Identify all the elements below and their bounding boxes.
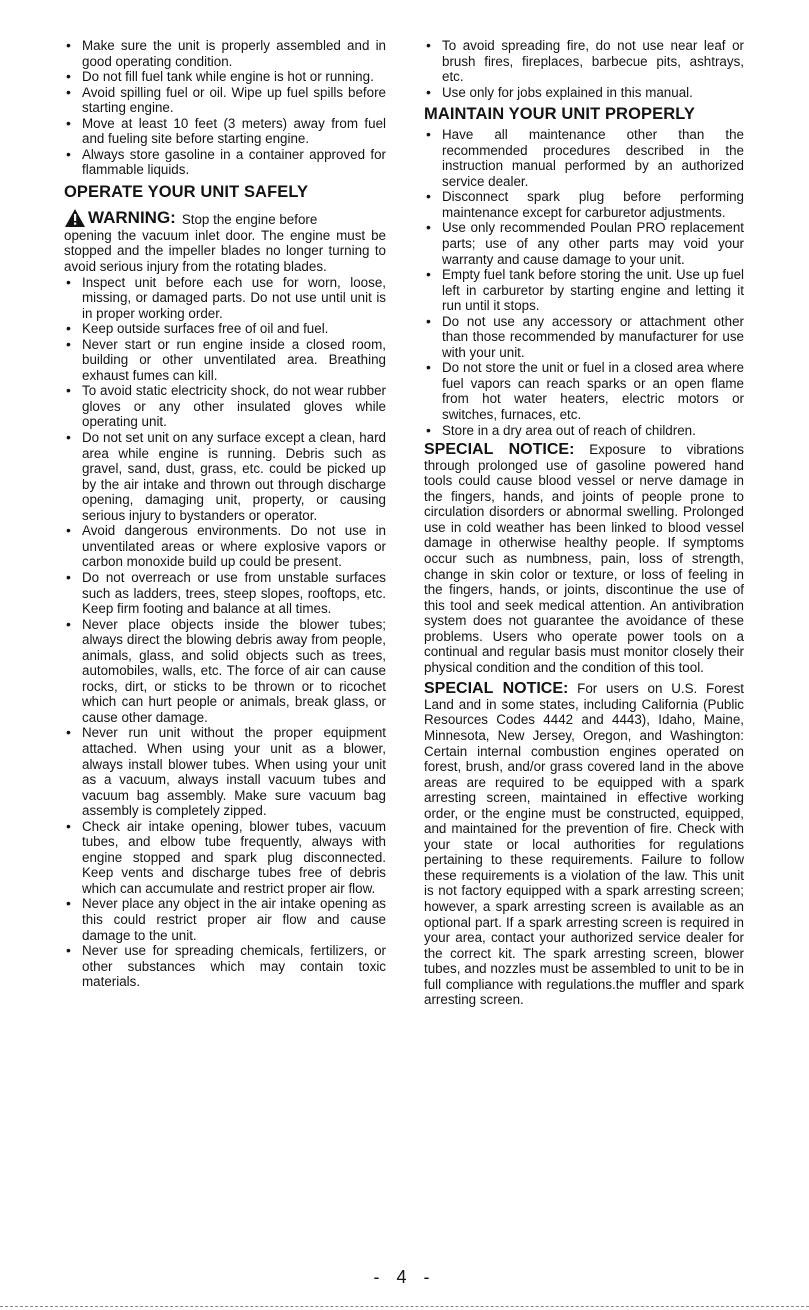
right-column bbox=[424, 38, 744, 1008]
list-item: • Have all maintenance other than the recommended procedures described in the instruction manual performed by an authorized service dealer. bbox=[424, 127, 744, 189]
list-item: • Do not set unit on any surface except a clean, hard area while engine is running. Debris such as gravel, sand, dust, grass, etc. could be picked up by the air intake and thrown out through discharge opening, damaging unit, property, or causing serious injury to bystanders or operator. bbox=[64, 430, 386, 523]
vibration-notice-text: Exposure to vibrations through prolonged use of gasoline powered hand tools could cause blood vessel or nerve damage in the fingers, hands, and joints of people prone to circulation disorders or abnormal swelling. Prolonged use in cold weather has been linked to blood vessel damage in otherwise healthy people. If symptoms occur such as numbness, pain, loss of strength, change in skin color or texture, or loss of feeling in the fingers, hands, or joints, discontinue the use of this tool and seek medical attention. An antivibration system does not guarantee the avoidance of these problems. Users who operate power tools on a continual and regular basis must monitor closely their physical condition and the condition of this tool. bbox=[424, 442, 744, 675]
maintain-unit-list bbox=[424, 127, 744, 438]
list-item: • Never run unit without the proper equipment attached. When using your unit as a blower, always install blower tubes. When using your unit as a vacuum, always install vacuum tubes and vacuum bag assembly. Make sure vacuum bag assembly is completely zipped. bbox=[64, 725, 386, 818]
list-item: • Disconnect spark plug before performing maintenance except for carburetor adjustments. bbox=[424, 189, 744, 220]
list-item: • Do not overreach or use from unstable surfaces such as ladders, trees, steep slopes, rooftops, etc. Keep firm footing and balance at all times. bbox=[64, 570, 386, 617]
list-item: • Make sure the unit is properly assembled and in good operating condition. bbox=[64, 38, 386, 69]
list-item: • Avoid dangerous environments. Do not use in unventilated areas or where explosive vapors or carbon monoxide build up could be present. bbox=[64, 523, 386, 570]
list-item: • Empty fuel tank before storing the unit. Use up fuel left in carburetor by starting engine and letting it run until it stops. bbox=[424, 267, 744, 314]
left-column bbox=[64, 38, 386, 990]
list-item: • Do not fill fuel tank while engine is hot or running. bbox=[64, 69, 386, 85]
list-item: • Never place objects inside the blower tubes; always direct the blowing debris away from people, animals, glass, and solid objects such as trees, automobiles, walls, etc. The force of air can cause rocks, dirt, or sticks to be thrown or to ricochet which can hurt people or animals, break glass, or cause other damage. bbox=[64, 617, 386, 726]
warning-first-line: Stop the engine before bbox=[181, 211, 318, 227]
warning-triangle-icon bbox=[64, 208, 86, 228]
page-number: - 4 - bbox=[373, 1267, 436, 1287]
list-item: • Do not store the unit or fuel in a closed area where fuel vapors can reach sparks or an open flame from hot water heaters, electric motors or switches, furnaces, etc. bbox=[424, 360, 744, 422]
list-item: • Store in a dry area out of reach of children. bbox=[424, 423, 744, 439]
fire-safety-list bbox=[424, 38, 744, 100]
list-item: • Always store gasoline in a container approved for flammable liquids. bbox=[64, 147, 386, 178]
list-item: • To avoid static electricity shock, do not wear rubber gloves or any other insulated gloves while operating unit. bbox=[64, 383, 386, 430]
list-item: • Use only recommended Poulan PRO replacement parts; use of any other parts may void your warranty and cause damage to your unit. bbox=[424, 220, 744, 267]
operate-safely-list bbox=[64, 275, 386, 990]
list-item: • To avoid spreading fire, do not use near leaf or brush fires, fireplaces, barbecue pits, ashtrays, etc. bbox=[424, 38, 744, 85]
spark-arrester-notice-text: For users on U.S. Forest Land and in some states, including California (Public Resources Codes 4442 and 4443), Idaho, Maine, Minnesota, New Jersey, Oregon, and Washington: Certain internal combustion engines operated on forest, brush, and/or grass covered land in the above areas are required to be equipped with a spark arresting screen, maintained in effective working order, or the engine must be constructed, equipped, and maintained for the prevention of fire. Check with your state or local authorities for regulations pertaining to these requirements. Failure to follow these requirements is a violation of the law. This unit is not factory equipped with a spark arresting screen; however, a spark arresting screen is available as an optional part. If a spark arresting screen is required in your area, contact your authorized service dealer for the correct kit. The spark arresting screen, blower tubes, and nozzles must be assembled to unit to be in full compliance with regulations.the muffler and spark arresting screen. bbox=[424, 681, 744, 1008]
list-item: • Keep outside surfaces free of oil and fuel. bbox=[64, 321, 386, 337]
warning-text: opening the vacuum inlet door. The engine must be stopped and the impeller blades no longer turning to avoid serious injury from the rotating blades. bbox=[64, 227, 386, 275]
list-item: • Never start or run engine inside a closed room, building or other unventilated area. Breathing exhaust fumes can kill. bbox=[64, 337, 386, 384]
list-item: • Inspect unit before each use for worn, loose, missing, or damaged parts. Do not use until unit is in proper working order. bbox=[64, 275, 386, 322]
list-item: • Move at least 10 feet (3 meters) away from fuel and fueling site before starting engine. bbox=[64, 116, 386, 147]
list-item: • Check air intake opening, blower tubes, vacuum tubes, and elbow tube frequently, always with engine stopped and spark plug disconnected. Keep vents and discharge tubes free of debris which can accumulate and restrict proper air flow. bbox=[64, 819, 386, 897]
operate-safely-heading: OPERATE YOUR UNIT SAFELY bbox=[64, 182, 309, 201]
spark-arrester-notice-label: SPECIAL NOTICE: bbox=[424, 680, 569, 698]
page-bottom-rule bbox=[0, 1306, 809, 1307]
list-item: • Use only for jobs explained in this manual. bbox=[424, 85, 744, 101]
spark-arrester-notice bbox=[424, 681, 744, 1007]
list-item: • Never place any object in the air intake opening as this could restrict proper air flow and cause damage to the unit. bbox=[64, 896, 386, 943]
warning-label: WARNING: bbox=[88, 207, 176, 227]
maintain-unit-heading: MAINTAIN YOUR UNIT PROPERLY bbox=[424, 105, 696, 124]
vibration-notice bbox=[424, 442, 744, 675]
list-item: • Never use for spreading chemicals, fertilizers, or other substances which may contain toxic materials. bbox=[64, 943, 386, 990]
list-item: • Do not use any accessory or attachment other than those recommended by manufacturer for use with your unit. bbox=[424, 314, 744, 361]
list-item: • Avoid spilling fuel or oil. Wipe up fuel spills before starting engine. bbox=[64, 85, 386, 116]
warning-block bbox=[64, 208, 386, 228]
fuel-safety-list bbox=[64, 38, 386, 178]
vibration-notice-label: SPECIAL NOTICE: bbox=[424, 441, 575, 459]
